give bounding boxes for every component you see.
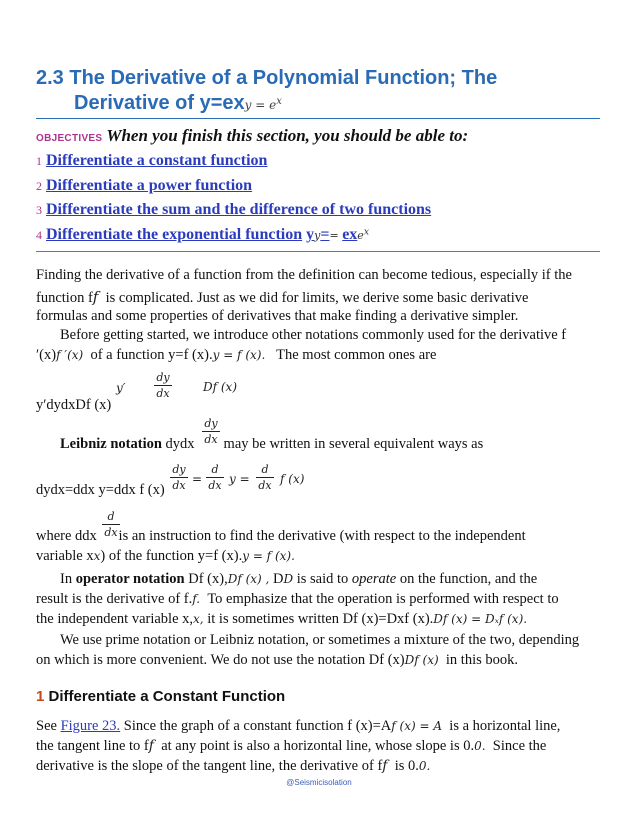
paragraph-line: on which is more convenient. We do not use the notation Df (x)Df (x) in this book.: [36, 652, 519, 668]
section-title: [36, 66, 596, 117]
math-y: y =: [229, 472, 250, 486]
title-math: $y = e^x$: [244, 96, 282, 112]
notations-text: y′dydxDf (x): [36, 397, 112, 413]
paragraph-line: ′(x)f ′(x) of a function y=f (x).y = f (x). The most common ones are: [36, 347, 437, 363]
title-line-1: 2.3 The Derivative of a Polynomial Function; The: [36, 67, 498, 89]
watermark-footer: @Seismicisolation: [286, 778, 352, 787]
math-fraction: d dx: [256, 463, 274, 492]
title-rule: [36, 118, 600, 119]
objective-item[interactable]: 1 Differentiate a constant function: [36, 152, 268, 169]
objective-link[interactable]: Differentiate a constant function: [46, 152, 268, 169]
paragraph-line: function ff is complicated. Just as we did for limits, we derive some basic derivative: [36, 288, 529, 306]
paragraph-line: where ddx is an instruction to find the derivative (with respect to the independent: [36, 528, 526, 544]
objective-item[interactable]: 2 Differentiate a power function: [36, 177, 253, 194]
math-fraction: dy dx: [170, 463, 188, 492]
paragraph-line: Leibniz notation dydx may be written in several equivalent ways as: [60, 436, 484, 452]
objective-link[interactable]: Differentiate a power function: [46, 177, 253, 194]
objectives-rule: [36, 251, 600, 252]
paragraph-line: In operator notation Df (x),Df (x) , DD is said to operate on the function, and the: [60, 571, 538, 587]
math-fraction: dy dx: [202, 417, 220, 446]
paragraph-line: Finding the derivative of a function from the definition can become tedious, especially if the: [36, 267, 572, 283]
paragraph-line: the independent variable x,x, it is sometimes written Df (x)=Dxf (x).Df (x) = Dₓf (x).: [36, 611, 528, 627]
math-fraction: dy dx: [154, 371, 172, 400]
paragraph-line: See Figure 23. Since the graph of a constant function f (x)=Af (x) = A is a horizontal line,: [36, 718, 561, 734]
objective-link[interactable]: Differentiate the sum and the difference of two functions: [46, 201, 432, 218]
paragraph-line: We use prime notation or Leibniz notation, or sometimes a mixture of the two, depending: [60, 632, 580, 648]
math-yprime: y′: [116, 381, 126, 395]
paragraph-line: the tangent line to ff at any point is also a horizontal line, whose slope is 0.0. Since the: [36, 738, 547, 754]
objective-item[interactable]: 4 Differentiate the exponential function yy== exe$^x$: [36, 226, 369, 243]
objective-link[interactable]: Differentiate the exponential function: [46, 226, 303, 243]
objectives-header: [36, 126, 468, 146]
paragraph-line: derivative is the slope of the tangent line, the derivative of ff is 0.0.: [36, 758, 431, 774]
math-fx: f (x): [280, 472, 305, 486]
subsection-heading: 1 Differentiate a Constant Function: [36, 688, 286, 705]
title-line-2: Derivative of y=ex: [74, 92, 245, 114]
figure-link[interactable]: Figure 23.: [60, 718, 121, 734]
paragraph-line: formulas and some properties of derivatives that make finding a derivative simpler.: [36, 308, 519, 324]
paragraph-line: result is the derivative of f.f. To emphasize that the operation is performed with respect to: [36, 591, 559, 607]
paragraph-line: Before getting started, we introduce other notations commonly used for the derivative f: [60, 327, 567, 343]
objective-item[interactable]: 3 Differentiate the sum and the difference of two functions: [36, 201, 432, 218]
math-equals: =: [192, 472, 203, 486]
math-fraction: d dx: [206, 463, 224, 492]
math-df: Df (x): [203, 380, 238, 394]
equation-text: dydx=ddx y=ddx f (x): [36, 482, 165, 498]
paragraph-line: variable xx) of the function y=f (x).y = f (x).: [36, 548, 295, 564]
objectives-intro: When you finish this section, you should be able to:: [106, 126, 469, 145]
objectives-label: OBJECTIVES: [36, 133, 103, 144]
math-fraction: d dx: [102, 510, 120, 539]
